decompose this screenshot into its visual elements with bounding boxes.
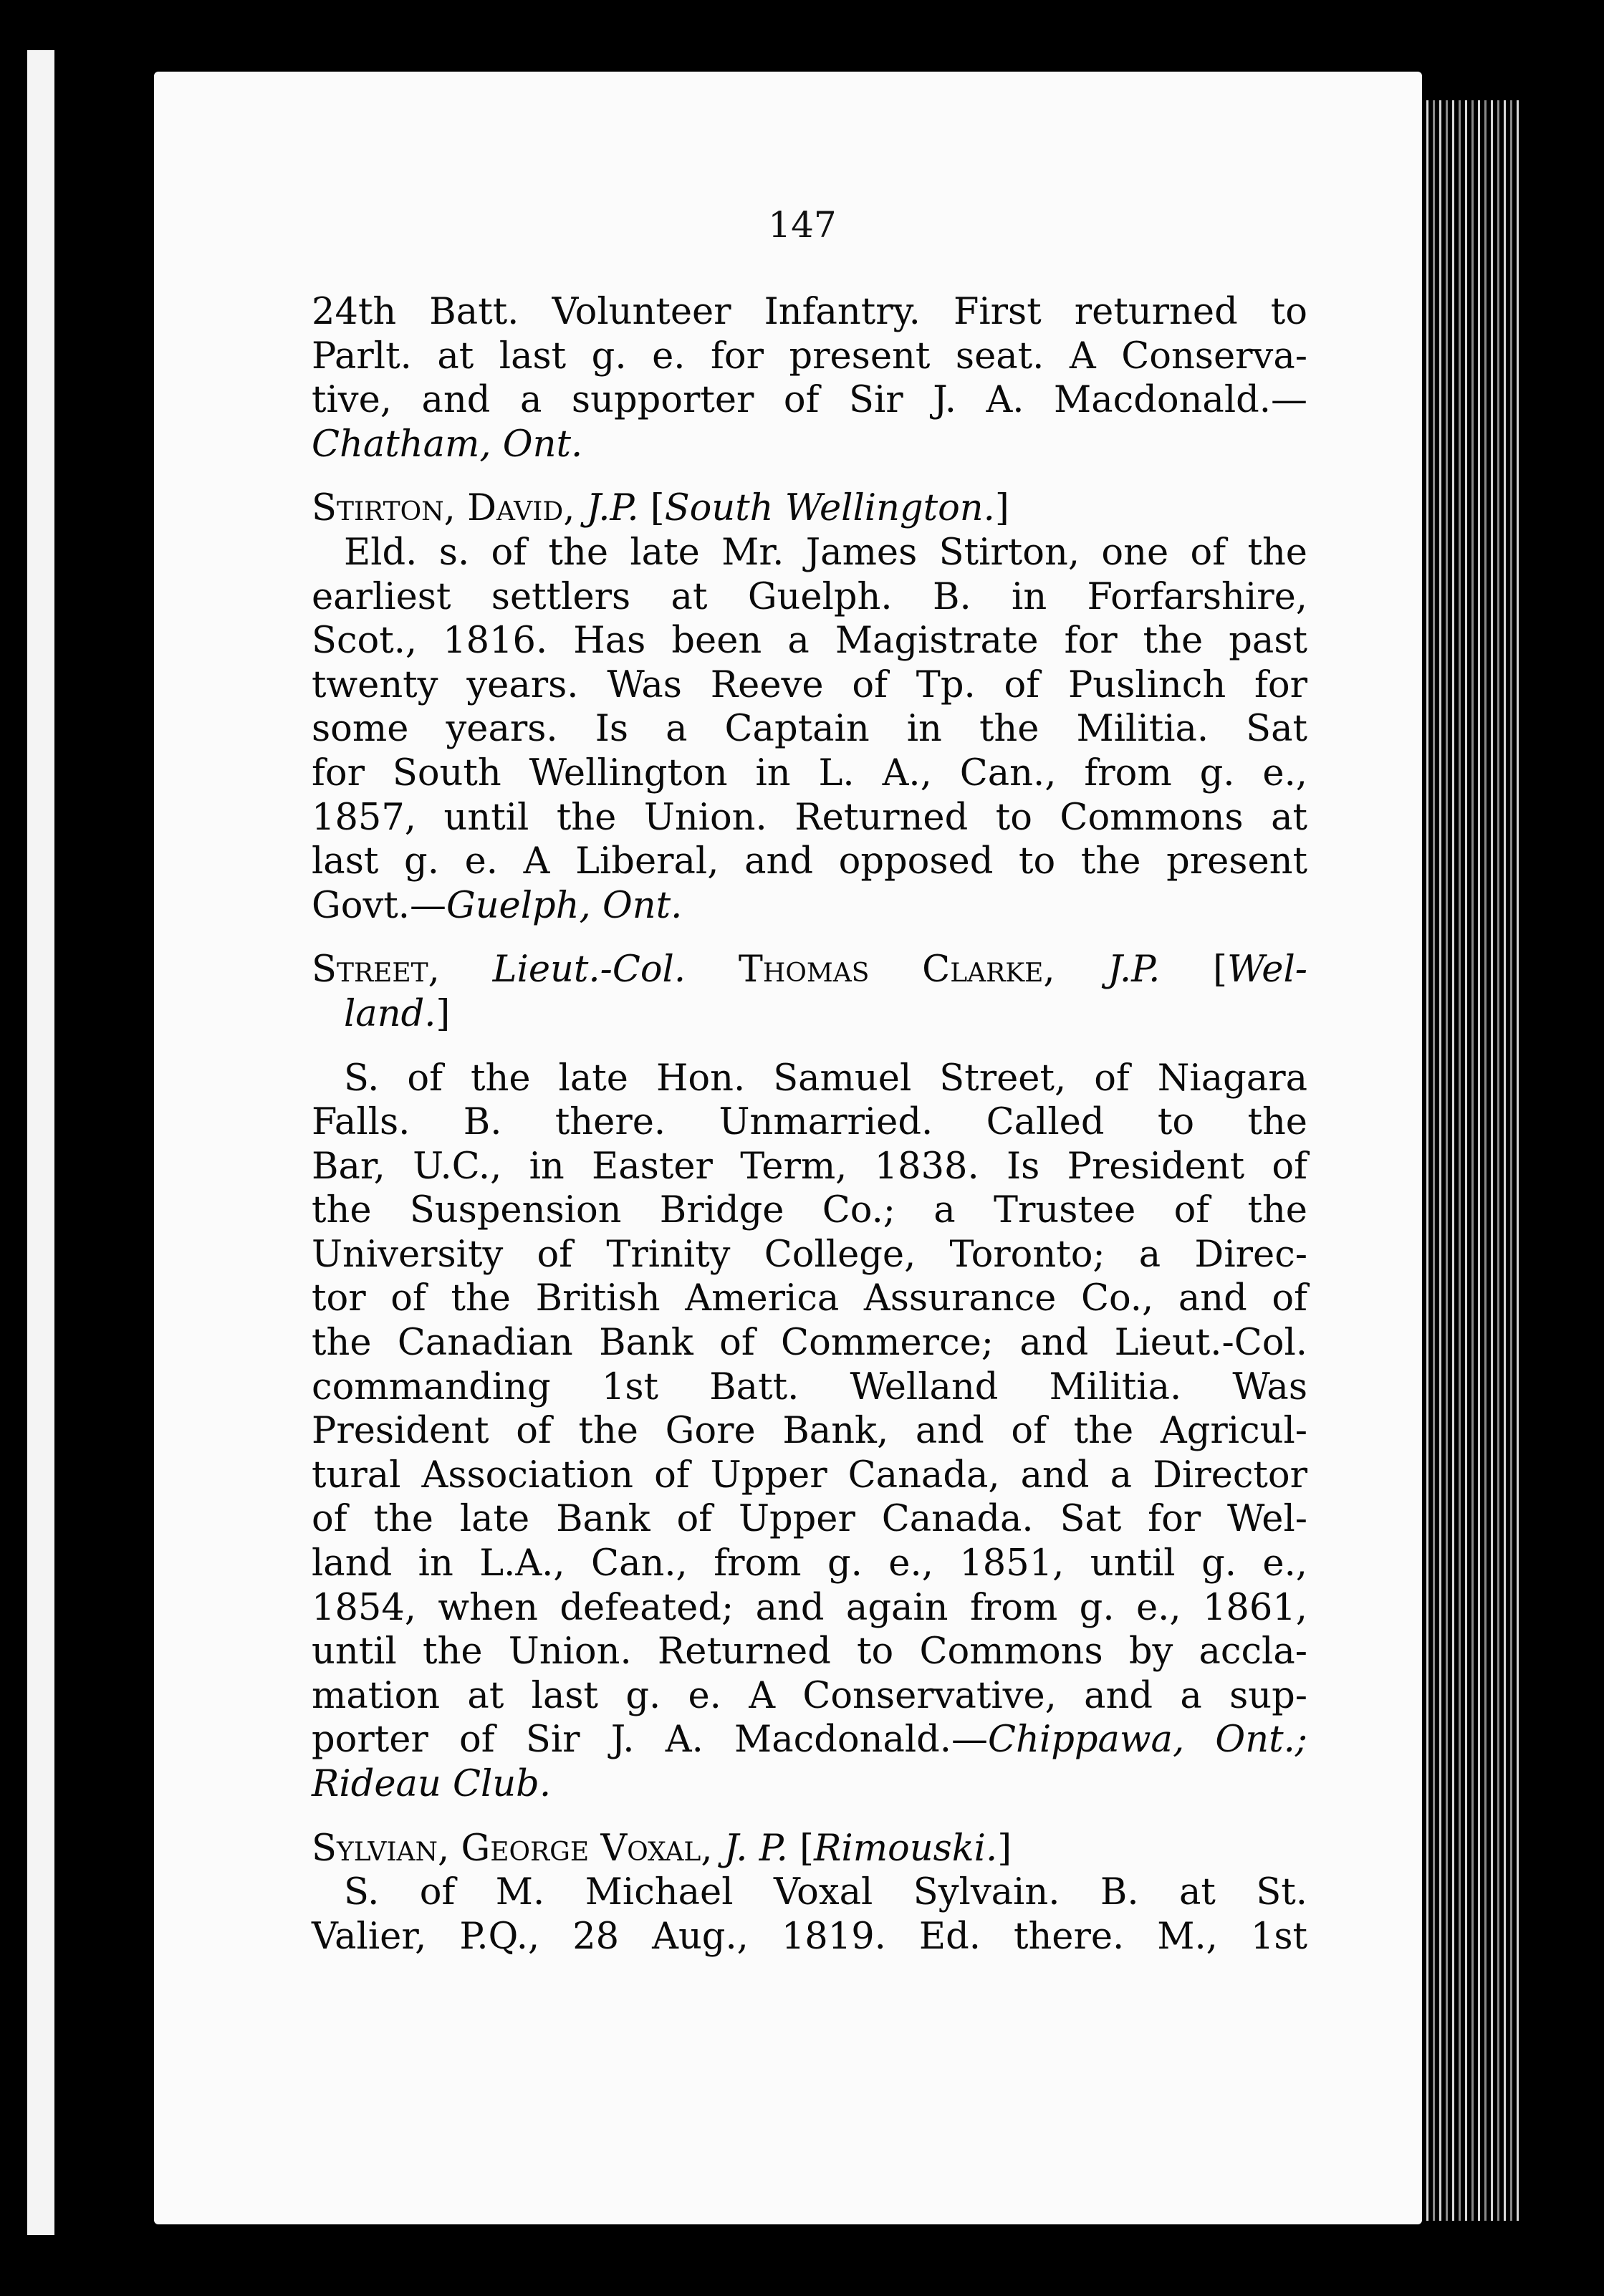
text-run: Falls. B. there. Unmarried. Called to the: [312, 1101, 1307, 1144]
text-line: [312, 840, 1307, 884]
text-line: [312, 1586, 1307, 1630]
text-run: ]: [436, 992, 451, 1035]
text-run: [1055, 948, 1108, 991]
text-run: tural Association of Upper Canada, and a Director: [312, 1454, 1307, 1497]
text-run: land in L.A., Can., from g. e., 1851, until g. e.,: [312, 1542, 1307, 1585]
text-line: [312, 1454, 1307, 1498]
text-run: Govt.—: [312, 884, 446, 927]
text-run: ]: [994, 487, 1009, 530]
text-run: earliest settlers at Guelph. B. in Forfarshire,: [312, 575, 1307, 618]
text-line: [312, 663, 1307, 708]
italic-text: Guelph, Ont.: [446, 884, 683, 927]
text-run: University of Trinity College, Toronto; a Direc-: [312, 1233, 1307, 1276]
italic-text: Rimouski.: [813, 1827, 998, 1870]
text-run: the Canadian Bank of Commerce; and Lieut.-Col.: [312, 1322, 1307, 1365]
text-run: [: [787, 1827, 814, 1870]
italic-text: Rideau Club.: [312, 1763, 552, 1805]
text-line: [312, 992, 1307, 1037]
text-line: [312, 1365, 1307, 1410]
text-line: [312, 335, 1307, 379]
text-run: until the Union. Returned to Commons by accla-: [312, 1630, 1307, 1673]
text-run: ]: [997, 1827, 1012, 1870]
text-run: Parlt. at last g. e. for present seat. A Conserva-: [312, 335, 1307, 378]
text-line: [312, 948, 1307, 992]
name-heading: Stirton, David,: [312, 487, 575, 530]
text-run: commanding 1st Batt. Welland Militia. Was: [312, 1365, 1307, 1408]
text-run: tor of the British America Assurance Co., and of: [312, 1277, 1307, 1320]
text-run: mation at last g. e. A Conservative, and a sup-: [312, 1674, 1307, 1717]
italic-text: land.: [344, 992, 436, 1035]
text-run: President of the Gore Bank, and of the Agricul-: [312, 1410, 1307, 1453]
page-number: 147: [768, 204, 837, 246]
text-line: [312, 707, 1307, 751]
text-run: [686, 948, 739, 991]
italic-text: South Wellington.: [664, 487, 995, 530]
text-run: the Suspension Bridge Co.; a Trustee of the: [312, 1189, 1307, 1232]
italic-text: J. P.: [724, 1827, 788, 1870]
text-line: [312, 1630, 1307, 1674]
text-run: for South Wellington in L. A., Can., from g. e.,: [312, 751, 1307, 794]
text-line: [312, 531, 1307, 575]
text-run: Valier, P.Q., 28 Aug., 1819. Ed. there. M., 1st: [312, 1915, 1307, 1958]
text-line: [312, 575, 1307, 620]
name-heading: Sylvian, George Voxal,: [312, 1827, 713, 1870]
text-line: [312, 1145, 1307, 1189]
page-stack-edge: [1422, 100, 1522, 2221]
text-line: [312, 1718, 1307, 1762]
name-heading: Thomas Clarke,: [738, 948, 1055, 991]
text-line: [312, 1870, 1307, 1915]
text-line: [312, 1674, 1307, 1719]
text-line: [312, 1233, 1307, 1277]
name-heading: Street,: [312, 948, 440, 991]
italic-text: Lieut.-Col.: [492, 948, 686, 991]
text-run: porter of Sir J. A. Macdonald.—: [312, 1719, 989, 1762]
text-line: [312, 1827, 1307, 1871]
text-line: [312, 378, 1307, 423]
body-text: [312, 290, 1307, 1959]
text-line: [312, 1409, 1307, 1454]
italic-text: Chippawa, Ont.;: [988, 1719, 1307, 1762]
text-run: [713, 1827, 724, 1870]
text-line: [312, 751, 1307, 796]
italic-text: Chatham, Ont.: [312, 423, 583, 466]
text-line: [312, 1762, 1307, 1807]
text-run: 24th Batt. Volunteer Infantry. First returned to: [312, 291, 1307, 333]
text-line: [312, 884, 1307, 928]
text-line: [312, 619, 1307, 663]
adjacent-page-edge: [27, 50, 54, 2235]
italic-text: J.P.: [1108, 948, 1161, 991]
text-run: tive, and a supporter of Sir J. A. Macdonald.—: [312, 379, 1307, 422]
text-line: [312, 1321, 1307, 1365]
text-run: Eld. s. of the late Mr. James Stirton, one of the: [344, 531, 1307, 574]
text-line: [312, 796, 1307, 840]
text-run: [575, 487, 586, 529]
text-run: twenty years. Was Reeve of Tp. of Puslinch for: [312, 663, 1307, 706]
text-run: last g. e. A Liberal, and opposed to the present: [312, 840, 1307, 883]
text-line: [312, 1497, 1307, 1542]
text-run: 1857, until the Union. Returned to Commons at: [312, 796, 1307, 839]
text-run: [: [1160, 948, 1228, 991]
text-line: [312, 1277, 1307, 1321]
text-run: S. of M. Michael Voxal Sylvain. B. at St.: [344, 1871, 1307, 1914]
text-run: [: [638, 487, 665, 530]
text-run: some years. Is a Captain in the Militia. Sat: [312, 708, 1307, 751]
text-line: [312, 290, 1307, 335]
italic-text: Wel-: [1227, 948, 1308, 991]
text-line: [312, 1542, 1307, 1586]
text-run: 1854, when defeated; and again from g. e., 1861,: [312, 1586, 1307, 1629]
text-line: [312, 486, 1307, 531]
italic-text: J.P.: [586, 487, 639, 530]
text-run: Bar, U.C., in Easter Term, 1838. Is President of: [312, 1145, 1307, 1188]
text-run: S. of the late Hon. Samuel Street, of Niagara: [344, 1057, 1307, 1100]
text-run: of the late Bank of Upper Canada. Sat for Wel-: [312, 1498, 1307, 1541]
text-run: Scot., 1816. Has been a Magistrate for the past: [312, 620, 1307, 663]
text-line: [312, 1100, 1307, 1145]
text-line: [312, 1915, 1307, 1959]
text-line: [312, 1188, 1307, 1233]
text-line: [312, 1057, 1307, 1101]
text-line: [312, 423, 1307, 467]
text-run: [440, 948, 493, 991]
